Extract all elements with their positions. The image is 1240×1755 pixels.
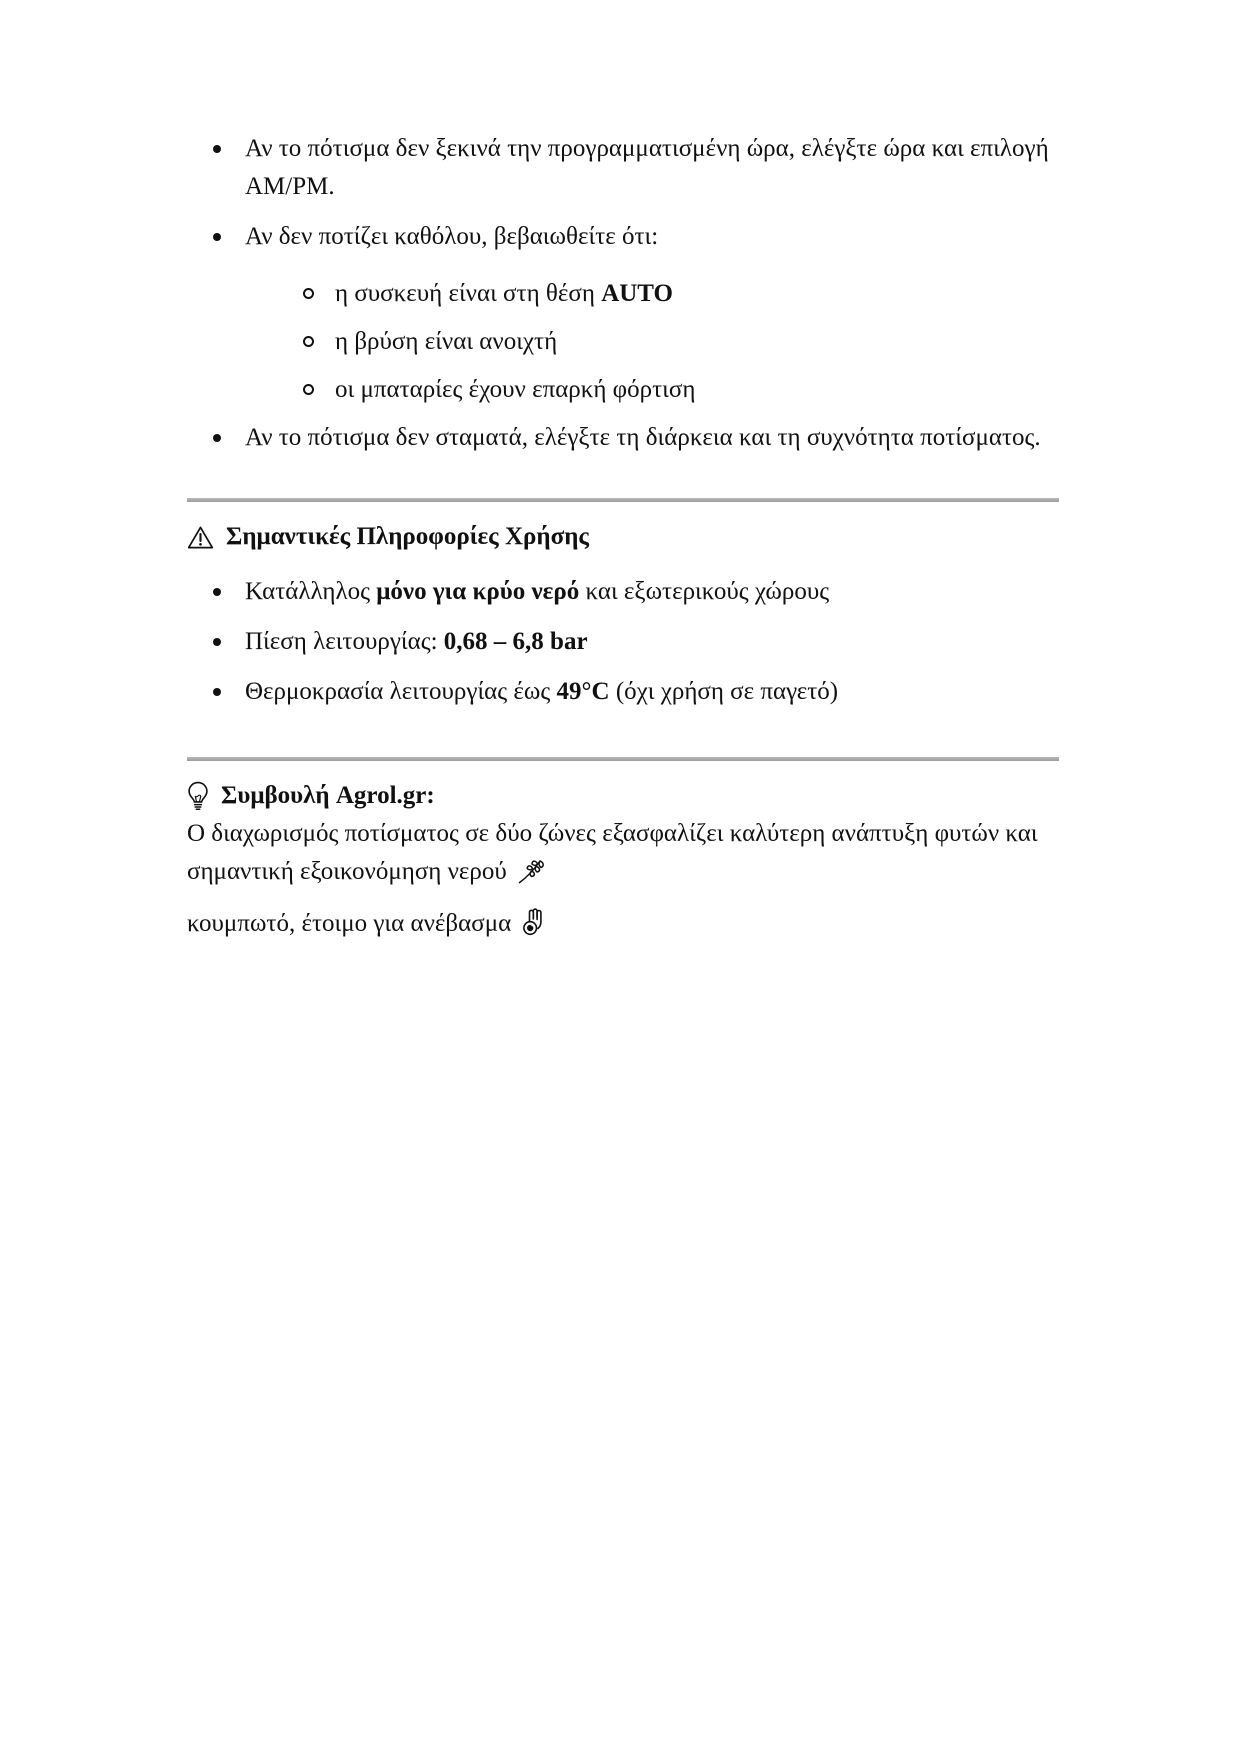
text-bold: 49°C xyxy=(556,678,610,705)
list-item xyxy=(187,673,1059,711)
text-regular: οι μπαταρίες έχουν επαρκή φόρτιση xyxy=(335,376,696,403)
section-divider xyxy=(187,757,1059,761)
list-item-text xyxy=(245,673,1059,711)
list-item xyxy=(187,419,1059,457)
text-bold: μόνο για κρύο νερό xyxy=(376,578,580,605)
list-item-text: Αν το πότισμα δεν ξεκινά την προγραμματισμένη ώρα, ελέγξτε ώρα και επιλογή AM/PM. xyxy=(245,135,1049,200)
text-bold: 0,68 – 6,8 bar xyxy=(443,628,588,655)
text-bold: AUTO xyxy=(601,280,673,307)
tip-note xyxy=(187,905,1059,943)
text-regular: η συσκευή είναι στη θέση xyxy=(335,280,602,307)
text-regular: και εξωτερικούς χώρους xyxy=(579,578,830,605)
bullet-dot-marker xyxy=(187,673,245,696)
bullet-dot-marker xyxy=(187,419,245,442)
lightbulb-icon xyxy=(187,781,209,811)
sub-list-item-text xyxy=(335,275,1059,313)
list-item xyxy=(187,130,1059,206)
list-item-text xyxy=(245,623,1059,661)
tip-paragraph xyxy=(187,815,1059,891)
tip-body-text: Ο διαχωρισμός ποτίσματος σε δύο ζώνες εξασφαλίζει καλύτερη ανάπτυξη φυτών και σημαντική εξοικονόμηση νερού xyxy=(187,820,1038,885)
sub-list-item-text xyxy=(335,371,1059,409)
sub-list-item xyxy=(303,275,1059,313)
list-item xyxy=(187,573,1059,611)
bullet-circle-marker xyxy=(303,275,335,299)
text-regular: (όχι χρήση σε παγετό) xyxy=(609,678,839,705)
ok-hand-icon xyxy=(520,908,547,937)
heading-text: Συμβουλή Agrol.gr: xyxy=(221,782,435,809)
text-regular: Κατάλληλος xyxy=(245,578,377,605)
bullet-circle-marker xyxy=(303,323,335,347)
herb-leaf-icon xyxy=(516,857,546,885)
sub-list-item xyxy=(303,371,1059,409)
text-regular: η βρύση είναι ανοιχτή xyxy=(335,328,558,355)
list-item-text: Αν δεν ποτίζει καθόλου, βεβαιωθείτε ότι: xyxy=(245,223,659,250)
bullet-dot-marker xyxy=(187,218,245,241)
warning-triangle-icon xyxy=(187,525,214,550)
section-divider xyxy=(187,498,1059,502)
text-regular: Πίεση λειτουργίας: xyxy=(245,628,444,655)
bullet-dot-marker xyxy=(187,573,245,596)
heading-text: Σημαντικές Πληροφορίες Χρήσης xyxy=(226,523,589,550)
list-item xyxy=(187,218,1059,256)
bullet-circle-marker xyxy=(303,371,335,395)
tip-heading xyxy=(187,779,1059,813)
list-item-text: Αν το πότισμα δεν σταματά, ελέγξτε τη διάρκεια και τη συχνότητα ποτίσματος. xyxy=(245,424,1041,451)
page-content xyxy=(187,0,1059,943)
bullet-dot-marker xyxy=(187,623,245,646)
list-item-text xyxy=(245,573,1059,611)
sub-list xyxy=(187,275,1059,409)
sub-list-item-text xyxy=(335,323,1059,361)
important-info-heading xyxy=(187,518,1059,556)
bullet-dot-marker xyxy=(187,130,245,153)
tip-note-text: κουμπωτό, έτοιμο για ανέβασμα xyxy=(187,910,512,937)
sub-list-item xyxy=(303,323,1059,361)
list-item xyxy=(187,623,1059,661)
text-regular: Θερμοκρασία λειτουργίας έως xyxy=(245,678,557,705)
